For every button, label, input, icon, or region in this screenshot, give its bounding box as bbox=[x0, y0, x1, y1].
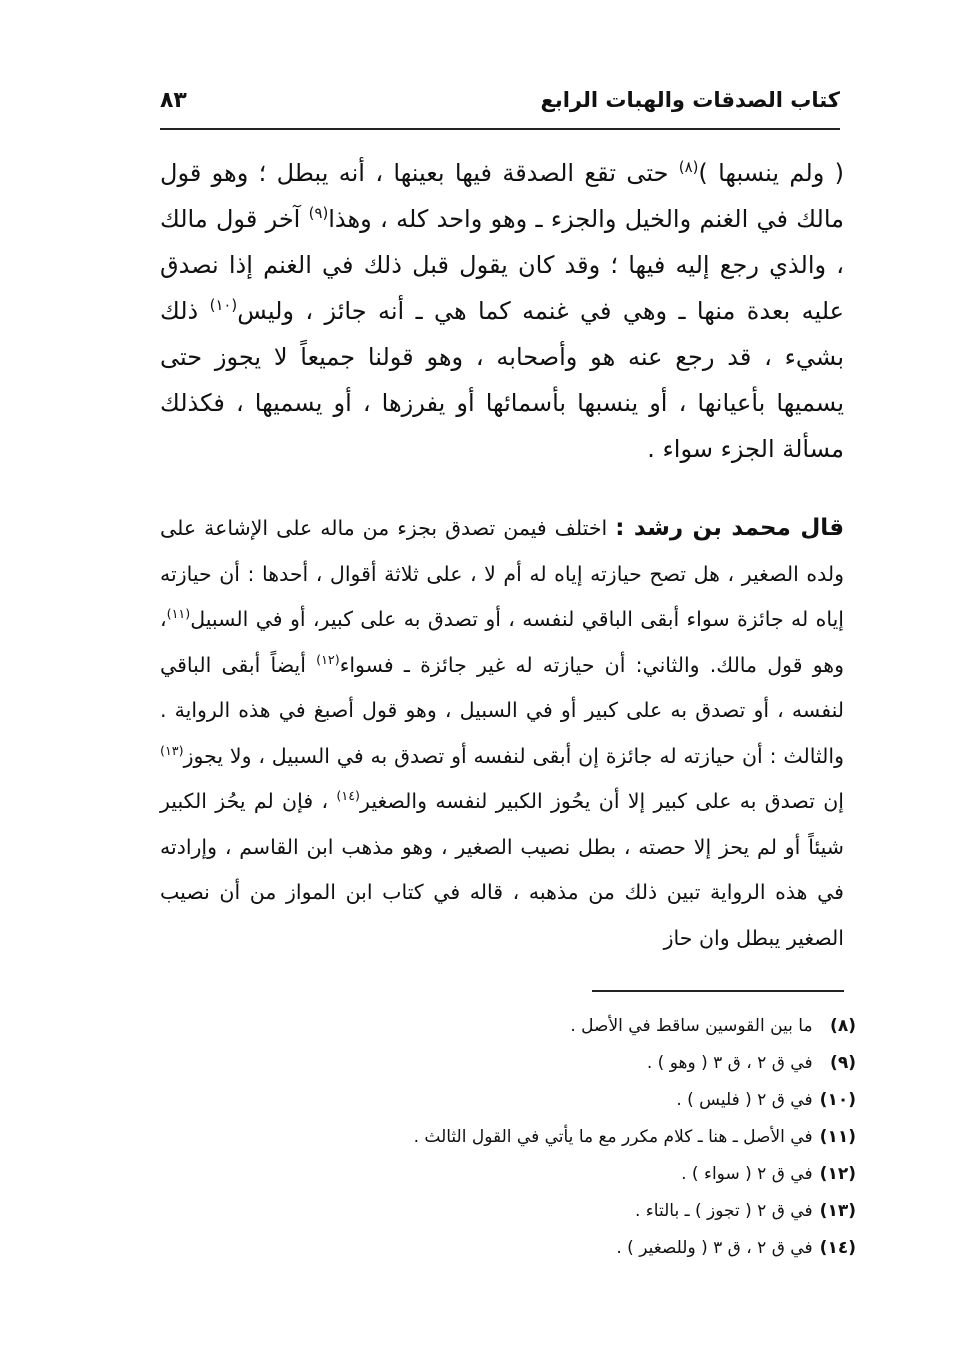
page-number: ٨٣ bbox=[160, 88, 187, 113]
footnote-text: في ق ٢ ( تجوز ) ـ بالتاء . bbox=[634, 1201, 813, 1221]
text-span: أيضاً أبقى الباقي لنفسه ، أو تصدق به على كبير أو في السبيل ، وهو قول أصبغ في هذه الرواية . والثالث : أن حيازته له جائزة إن أبقى لنفسه أو تصدق به في السبيل ، ولا يجوز bbox=[160, 652, 844, 768]
footnote-item bbox=[156, 1045, 856, 1082]
footnote-text: في ق ٢ ، ق ٣ ( وهو ) . bbox=[646, 1053, 813, 1073]
footnotes-list bbox=[156, 1008, 856, 1267]
text-span: حتى تقع الصدقة فيها بعينها ، أنه يبطل ؛ وهو قول مالك في الغنم والخيل والجزء ـ وهو واحد كله ، وهذا bbox=[160, 159, 844, 233]
footnote-divider bbox=[592, 990, 844, 992]
main-text bbox=[160, 150, 844, 961]
footnote-item bbox=[156, 1156, 856, 1193]
footnote-ref-14: (١٤) bbox=[336, 788, 361, 804]
footnote-ref-9: (٩) bbox=[308, 204, 329, 222]
text-span: ، فإن لم يحُز الكبير شيئاً أو لم يحز إلا حصته ، بطل نصيب الصغير ، وهو مذهب ابن القاسم ، وإرادته في هذه الرواية تبين ذلك من مذهبه ، قاله في كتاب ابن المواز من أن نصيب الصغير يبطل وان حاز bbox=[160, 789, 844, 950]
footnote-item bbox=[156, 1119, 856, 1156]
text-span: ذلك بشيء ، قد رجع عنه هو وأصحابه ، وهو قولنا جميعاً لا يجوز حتى يسميها بأعيانها ، أو ينسبها بأسمائها أو يفرزها ، أو يسميها ، فكذلك مسألة الجزء سواء . bbox=[160, 297, 844, 463]
footnote-ref-8: (٨) bbox=[678, 158, 699, 176]
footnote-item bbox=[156, 1230, 856, 1267]
commentary-lead: قال محمد بن رشد : bbox=[615, 515, 844, 541]
running-title: كتاب الصدقات والهبات الرابع bbox=[540, 88, 840, 112]
text-span: آخر قول مالك ، والذي رجع إليه فيها ؛ وقد كان يقول قبل ذلك في الغنم إذا نصدق عليه بعدة منها ـ وهي في غنمه كما هي ـ أنه جائز ، وليس bbox=[160, 205, 844, 325]
footnote-ref-10: (١٠) bbox=[209, 296, 238, 314]
footnote-ref-13: (١٣) bbox=[160, 742, 184, 758]
text-span: ( ولم ينسبها ) bbox=[698, 159, 845, 187]
footnote-number: (٩) bbox=[830, 1053, 856, 1073]
footnote-number: (١٣) bbox=[819, 1201, 856, 1221]
page-header bbox=[160, 84, 840, 130]
footnote-number: (١٠) bbox=[819, 1090, 856, 1110]
text-span: اختلف فيمن تصدق بجزء من ماله على الإشاعة على ولده الصغير ، هل تصح حيازته إياه له أم لا ، على ثلاثة أقوال ، أحدها : أن حيازته إياه له جائزة سواء أبقى الباقي لنفسه ، أو تصدق به على كبير، أو في السبيل bbox=[160, 516, 844, 631]
footnote-text: في ق ٢ ( فليس ) . bbox=[676, 1090, 813, 1110]
footnote-number: (١١) bbox=[819, 1127, 856, 1147]
footnote-text: ما بين القوسين ساقط في الأصل . bbox=[570, 1016, 813, 1036]
footnote-ref-12: (١٢) bbox=[316, 651, 340, 667]
footnote-text: في ق ٢ ( سواء ) . bbox=[681, 1164, 813, 1184]
footnote-text: في الأصل ـ هنا ـ كلام مكرر مع ما يأتي في القول الثالث . bbox=[413, 1127, 813, 1147]
paragraph-2 bbox=[160, 506, 844, 961]
footnote-text: في ق ٢ ، ق ٣ ( وللصغير ) . bbox=[616, 1238, 813, 1258]
text-span: ، وهو قول مالك. والثاني: أن حيازته له غير جائزة ـ فسواء bbox=[160, 607, 844, 677]
text-span: إن تصدق به على كبير إلا أن يحُوز الكبير لنفسه والصغير bbox=[360, 789, 844, 813]
footnote-number: (١٤) bbox=[819, 1238, 856, 1258]
footnote-ref-11: (١١) bbox=[166, 606, 191, 622]
footnote-item bbox=[156, 1082, 856, 1119]
footnote-item bbox=[156, 1193, 856, 1230]
footnote-number: (٨) bbox=[830, 1016, 856, 1036]
footnote-number: (١٢) bbox=[819, 1164, 856, 1184]
paragraph-1 bbox=[160, 150, 844, 472]
footnote-item bbox=[156, 1008, 856, 1045]
